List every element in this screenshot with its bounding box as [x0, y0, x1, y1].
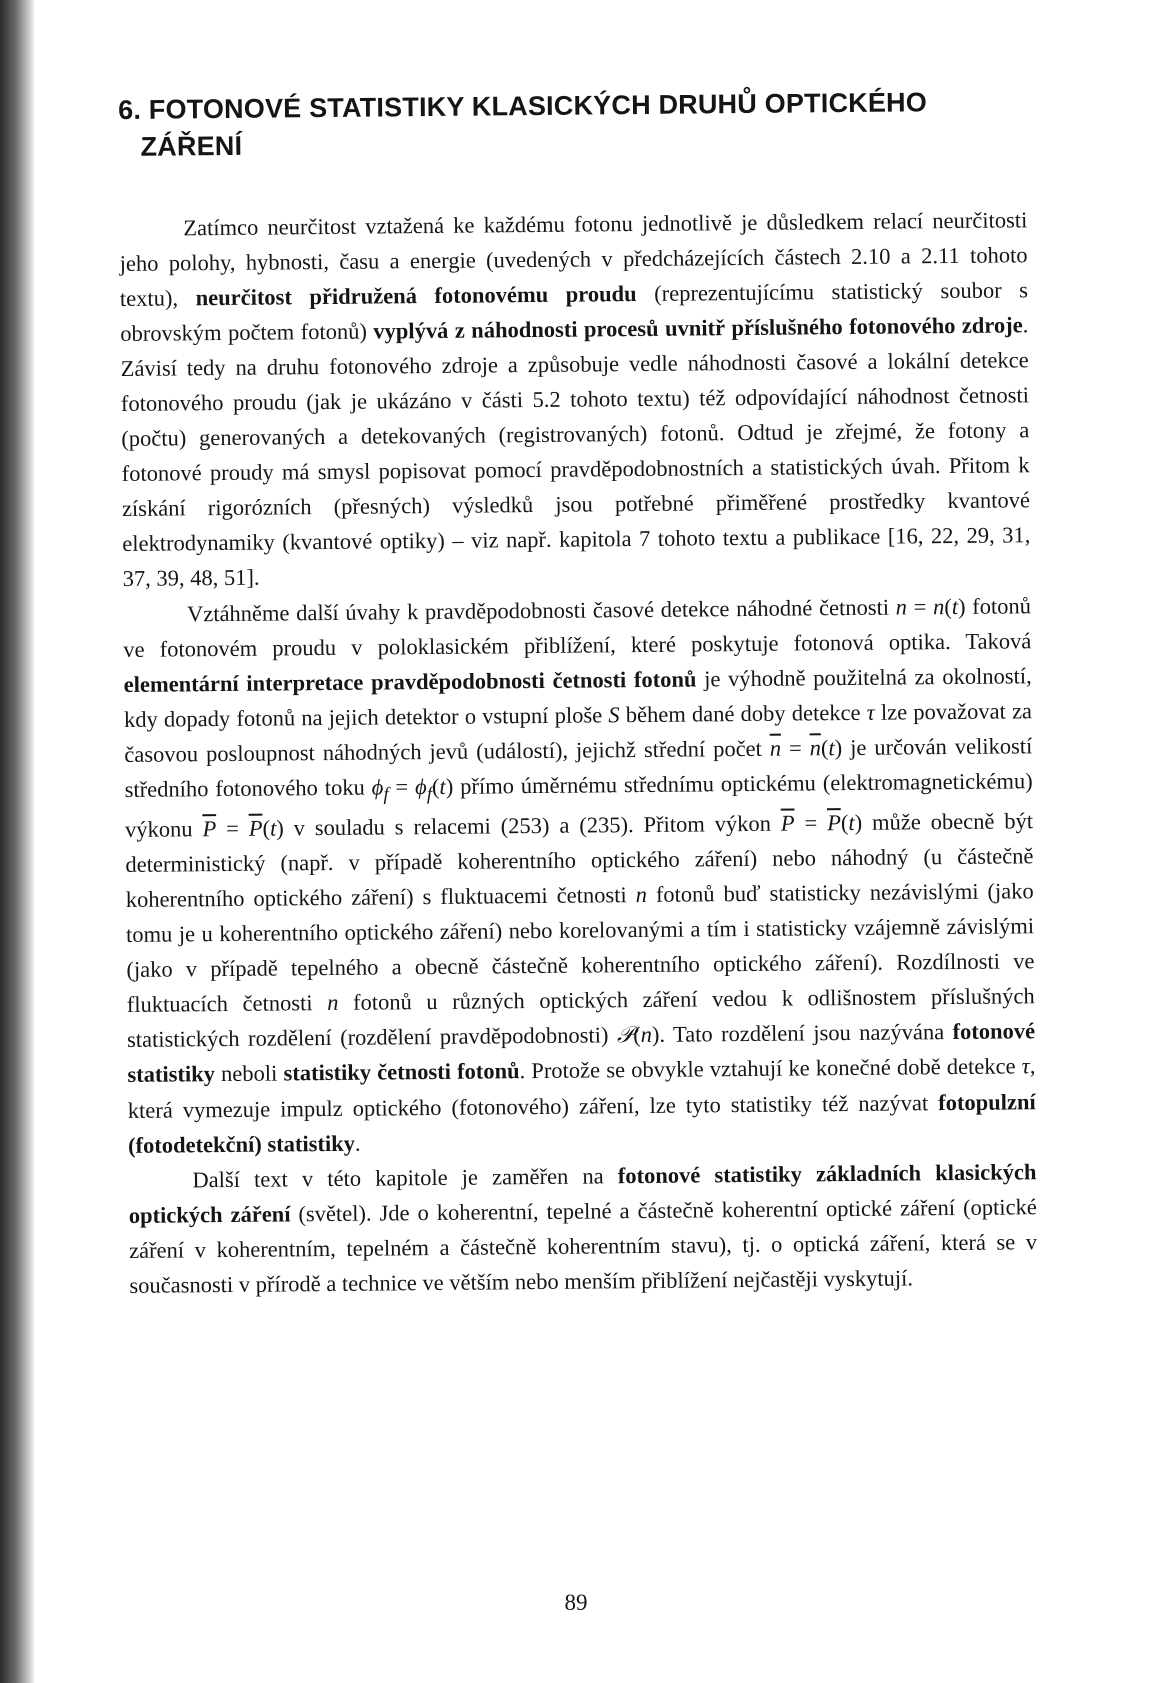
text-run: ) může obecně být deterministický (např. v případě koherentního optického záření) nebo náhodný (u částečně koherentního optického záření) s fluktuacemi četnosti — [125, 808, 1034, 912]
math-symbol: n — [932, 593, 945, 619]
text-run: ( — [431, 773, 440, 800]
bold-term: neurčitost přidružená fotonovému proudu — [195, 280, 637, 310]
math-symbol: t — [439, 773, 446, 799]
bold-term: vyplývá z náhodnosti procesů uvnitř příslušného fotonového zdroje — [373, 312, 1023, 344]
text-run: Zatímco neurčitost vztažená ke každému fotonu jednotlivě je důsledkem relací neurčitosti jeho polohy, hybnosti, času a energie (uvedených v předcházejících částech 2.10 a 2.11 tohoto textu), — [119, 206, 1028, 311]
chapter-heading — [118, 83, 1027, 166]
math-symbol: t — [828, 735, 835, 761]
chapter-heading-line-2: ZÁŘENÍ — [140, 131, 243, 163]
math-symbol: f — [383, 783, 389, 805]
text-run: během dané doby detekce — [619, 699, 867, 728]
math-symbol: $\overline{P}$ — [202, 815, 217, 841]
bold-term: fotonové statistiky základních klasických optických záření — [128, 1158, 1037, 1228]
text-run: ) v souladu s relacemi (253) a (235). Přitom výkon — [276, 810, 781, 841]
text-run: ( — [840, 809, 849, 835]
text-run: ) je určován velikostí středního fotonového toku — [124, 733, 1033, 802]
math-symbol: t — [269, 815, 277, 841]
math-symbol: τ — [866, 699, 875, 725]
text-run: je výhodně použitelná za okolností, kdy dopady fotonů na jejich detektor o vstupní ploše — [123, 662, 1032, 732]
text-run: = — [794, 809, 828, 836]
bold-term: fotopulzní (fotodetekční) statistiky — [127, 1088, 1036, 1158]
text-run: ) fotonů ve fotonovém proudu v poloklasickém přiblížení, které poskytuje fotonová optika. Taková — [123, 592, 1032, 662]
bold-term: statistiky četnosti fotonů — [283, 1058, 520, 1086]
math-symbol: $\overline{n}$ — [769, 735, 782, 761]
text-run: = — [780, 735, 810, 761]
text-run: . Závisí tedy na druhu fotonového zdroje a způsobuje vedle náhodnosti časové a lokální detekce fotonového proudu (jak je ukázáno v části 5.2 tohoto textu) též odpovídající náhodnost četnosti (počtu) generovaných a detekovaných (registrovaných) fotonů. Odtud je zřejmé, že fotony a fotonové proudy má smysl popisovat pomocí pravděpodobnostních a statistických úvah. Přitom k získání rigorózních (přesných) výsledků jsou potřebné přiměřené prostředky kvantové elektrodynamiky (kvantové optiky) – viz např. kapitola 7 tohoto textu a publikace [16, 22, 29, 31, 37, 39, 48, 51]. — [120, 312, 1031, 592]
math-symbol: ϕ — [414, 774, 427, 800]
math-symbol: n — [895, 593, 908, 620]
math-symbol: τ — [1021, 1053, 1030, 1079]
chapter-heading-line-1: 6. FOTONOVÉ STATISTIKY KLASICKÝCH DRUHŮ OPTICKÉHO — [118, 87, 928, 125]
text-run: , která vymezuje impulz optického (fotonového) záření, lze tyto statistiky též nazývat — [127, 1053, 1036, 1123]
text-run: = — [388, 774, 416, 800]
text-run: . — [354, 1130, 361, 1156]
math-symbol: t — [951, 593, 959, 619]
text-run: (světel). Jde o koherentní, tepelné a částečně koherentní optické záření (optické záření v koherentním, tepelném a částečně koherentním stavu), tj. o optická záření, která se v současnosti v přírodě a technice ve větším nebo menším přiblížení nejčastěji vyskytují. — [128, 1194, 1038, 1298]
page-content — [118, 83, 1038, 1303]
math-symbol: n — [640, 1022, 653, 1048]
text-run: ( — [944, 593, 952, 619]
math-symbol: $\overline{P}$ — [827, 809, 841, 835]
text-run: fotonů buď statisticky nezávislými (jako tomu je u koherentního optického záření) nebo korelovanými a tím i statisticky vzájemně závislými (jako v případě tepelného a obecně částečně koherentního optického záření). Rozdílnosti ve fluktuacích četnosti — [125, 878, 1035, 1018]
math-symbol: $\overline{n}$ — [809, 735, 822, 761]
math-symbol: t — [848, 809, 855, 835]
page-number: 89 — [564, 1590, 588, 1615]
book-spine-shadow — [0, 0, 34, 1683]
text-run: . Protože se obvykle vztahují ke konečné době detekce — [519, 1053, 1022, 1084]
text-run: ). Tato rozdělení jsou nazývána — [651, 1019, 953, 1048]
math-symbol: f — [426, 783, 433, 805]
text-run: (reprezentujícímu statistický soubor s obrovským počtem fotonů) — [120, 276, 1029, 346]
math-symbol: S — [608, 702, 620, 728]
text-run: ) přímo úměrnému střednímu optickému (elektromagnetickému) výkonu — [124, 768, 1033, 842]
paragraph-3 — [128, 1154, 1037, 1303]
text-run: neboli — [214, 1060, 284, 1087]
math-symbol: 𝒫 — [616, 1022, 634, 1048]
text-run: fotonů u různých optických záření vedou k odlišnostem příslušných statistických rozdělení (rozdělení pravděpodobnosti) — [126, 983, 1035, 1053]
bold-term: elementární interpretace pravděpodobnosti četnosti fotonů — [123, 666, 697, 697]
paragraph-2 — [123, 588, 1036, 1163]
text-run: ( — [262, 815, 271, 841]
bold-term: fotonové statistiky — [127, 1018, 1036, 1088]
text-run: Další text v této kapitole je zaměřen na — [192, 1162, 618, 1193]
math-symbol: $\overline{P}$ — [780, 810, 795, 836]
paragraph-1 — [119, 202, 1031, 597]
math-symbol: n — [635, 881, 648, 908]
math-symbol: $\overline{P}$ — [248, 815, 263, 841]
math-symbol: n — [327, 990, 339, 1016]
text-run: ( — [633, 1022, 641, 1048]
text-run: Vztáhněme další úvahy k pravděpodobnosti časové detekce náhodné četnosti — [186, 594, 896, 626]
body-text — [119, 202, 1037, 1303]
text-run: = — [906, 593, 934, 619]
text-run: = — [216, 815, 249, 841]
text-run: ( — [820, 735, 829, 761]
text-run: lze považovat za časovou posloupnost náhodných jevů (událostí), jejichž střední počet — [124, 698, 1033, 767]
math-symbol: ϕ — [371, 774, 384, 800]
